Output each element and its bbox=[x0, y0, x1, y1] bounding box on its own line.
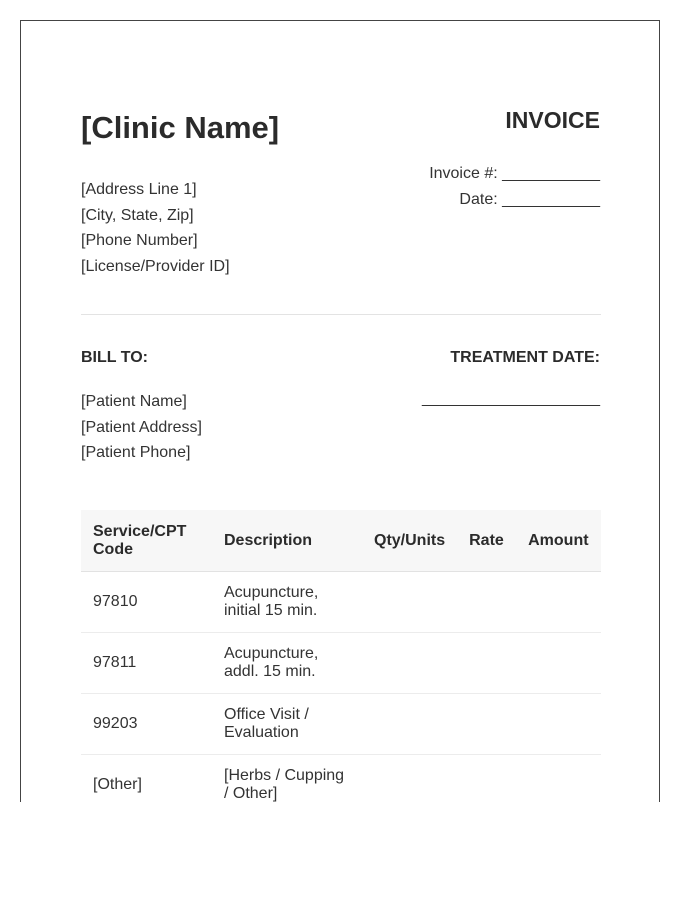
cell-amount bbox=[516, 694, 601, 755]
section-divider bbox=[81, 314, 601, 315]
cell-rate bbox=[457, 572, 516, 633]
cell-code: 97810 bbox=[81, 572, 212, 633]
bill-to-label: BILL TO: bbox=[81, 349, 148, 366]
table-row bbox=[81, 694, 601, 755]
cell-qty bbox=[362, 633, 457, 694]
invoice-page bbox=[20, 20, 660, 802]
clinic-city-state-zip: [City, State, Zip] bbox=[81, 206, 194, 224]
cell-amount bbox=[516, 633, 601, 694]
cell-code: [Other] bbox=[81, 755, 212, 803]
patient-phone: [Patient Phone] bbox=[81, 444, 191, 462]
cell-description: Acupuncture, addl. 15 min. bbox=[212, 633, 362, 694]
cell-description: [Herbs / Cupping / Other] bbox=[212, 755, 362, 803]
cell-rate bbox=[457, 694, 516, 755]
invoice-title: INVOICE bbox=[505, 107, 600, 133]
header-service-code: Service/CPT Code bbox=[81, 510, 212, 572]
cell-qty bbox=[362, 572, 457, 633]
cell-description: Acupuncture, initial 15 min. bbox=[212, 572, 362, 633]
invoice-number-field: Invoice #: ___________ bbox=[429, 165, 600, 182]
invoice-date-field: Date: ___________ bbox=[459, 191, 600, 208]
invoice-meta bbox=[429, 161, 600, 213]
cell-rate bbox=[457, 633, 516, 694]
patient-address: [Patient Address] bbox=[81, 418, 202, 436]
cell-qty bbox=[362, 694, 457, 755]
cell-rate bbox=[457, 755, 516, 803]
clinic-name: [Clinic Name] bbox=[81, 110, 280, 145]
header-amount: Amount bbox=[516, 510, 601, 572]
header-qty-units: Qty/Units bbox=[362, 510, 457, 572]
cell-code: 99203 bbox=[81, 694, 212, 755]
clinic-license-id: [License/Provider ID] bbox=[81, 258, 230, 276]
table-row bbox=[81, 755, 601, 803]
cell-amount bbox=[516, 755, 601, 803]
table-row bbox=[81, 633, 601, 694]
patient-name: [Patient Name] bbox=[81, 393, 187, 410]
header-description: Description bbox=[212, 510, 362, 572]
patient-block bbox=[81, 389, 202, 466]
treatment-date-blank: ____________________ bbox=[422, 390, 600, 407]
cell-description: Office Visit / Evaluation bbox=[212, 694, 362, 755]
table-header-row bbox=[81, 510, 601, 572]
clinic-address-block bbox=[81, 177, 230, 280]
treatment-date-label: TREATMENT DATE: bbox=[450, 349, 600, 366]
clinic-address-line-1: [Address Line 1] bbox=[81, 181, 197, 198]
services-table bbox=[81, 510, 601, 802]
clinic-phone: [Phone Number] bbox=[81, 232, 198, 250]
cell-amount bbox=[516, 572, 601, 633]
header-rate: Rate bbox=[457, 510, 516, 572]
table-row bbox=[81, 572, 601, 633]
cell-qty bbox=[362, 755, 457, 803]
cell-code: 97811 bbox=[81, 633, 212, 694]
